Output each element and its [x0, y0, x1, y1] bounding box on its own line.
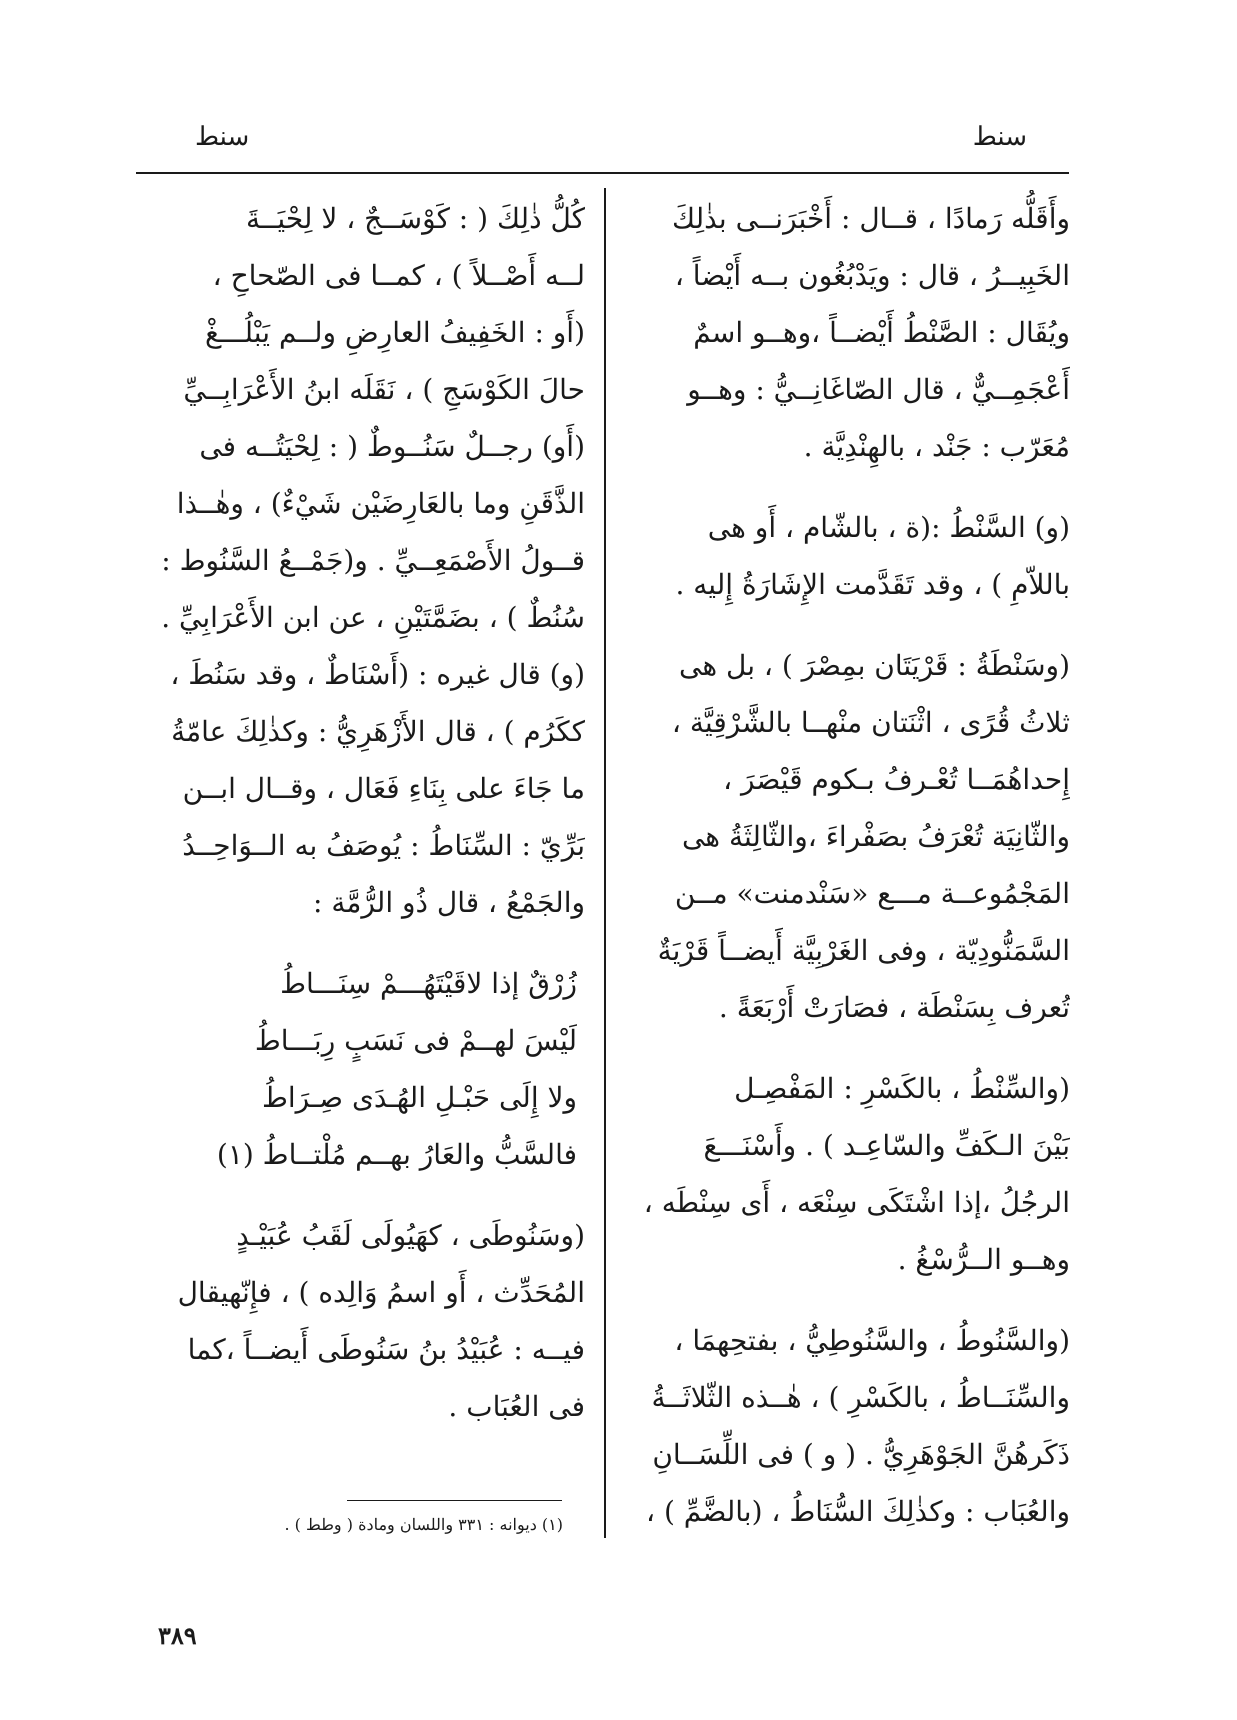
running-header-right: سنط — [972, 122, 1027, 152]
page-number: ٣٨٩ — [158, 1621, 197, 1650]
text-line: سُنُطٌ ) ، بضَمَّتَيْنِ ، عن ابن الأَعْرَابِيِّ . — [161, 601, 585, 634]
left-column — [133, 190, 585, 1435]
verse-line: لَيْسَ لهــمْ فى نَسَبٍ رِبَـــاطُ — [254, 1024, 577, 1057]
text-line: حالَ الكَوْسَجِ ) ، نَقَلَه ابنُ الأَعْرَابِــيِّ — [183, 373, 585, 406]
text-line: والجَمْعُ ، قال ذُو الرُّمَّة : — [313, 886, 585, 919]
paragraph-gap — [133, 931, 585, 955]
footnote-rule — [347, 1500, 562, 1501]
verse-line: فالسَّبُّ والعَارُ بهــم مُلْتــاطُ (١) — [216, 1138, 577, 1171]
text-line: (وسَنْطَةُ : قَرْيَتَان بمِصْرَ ) ، بل هى — [678, 649, 1070, 682]
text-line: (و) السَّنْطُ :(ة ، بالشّام ، أَو هى — [707, 511, 1070, 544]
text-line: ذَكَرهُنَّ الجَوْهَرِيُّ . ( و ) فى اللِّسَــانِ — [652, 1438, 1070, 1471]
paragraph-gap — [630, 1036, 1070, 1060]
verse-line: ولا إِلَى حَبْـلِ الهُـدَى صِـرَاطُ — [261, 1081, 577, 1114]
text-line: (وسَنُوطَى ، كهَيُولَى لَقَبُ عُبَيْـدٍ — [236, 1219, 585, 1252]
poem-verses — [133, 955, 577, 1183]
text-line: وأَقَلُّه رَمادًا ، قــال : أَخْبَرَنــى بذٰلِكَ — [672, 202, 1070, 235]
text-line: قــولُ الأَصْمَعِــيِّ . و(جَمْــعُ السَّنُوط : — [161, 544, 585, 577]
paragraph-gap — [630, 475, 1070, 499]
text-line: المُحَدِّث ، أَو اسمُ وَالِده ) ، فإِنّهيقال — [177, 1276, 585, 1309]
text-line: (أَو : الخَفِيفُ العارِضِ ولــم يَبْلُـــغْ — [205, 316, 585, 349]
text-line: بَرِّيّ : السِّنَاطُ : يُوصَفُ به الــوَاحِــدُ — [182, 829, 585, 862]
header-rule — [136, 172, 1069, 174]
text-line: كُلُّ ذٰلِكَ ( : كَوْسَــجٌ ، لا لِحْيَــةَ — [245, 202, 585, 235]
text-line: مُعَرّب : جَنْد ، بالهِنْدِيَّة . — [803, 430, 1070, 463]
text-line: باللاّمِ ) ، وقد تَقَدَّمت الإِشَارَةُ إِليه . — [675, 568, 1070, 601]
text-line: (والسَّنُوطُ ، والسَّنُوطِيُّ ، بفتحِهمَا ، — [674, 1324, 1070, 1357]
text-line: والعُبَاب : وكذٰلِكَ السُّنَاطُ ، (بالضَّمِّ ) ، — [646, 1495, 1070, 1528]
text-line: (و) قال غيره : (أَسْنَاطٌ ، وقد سَنُطَ ، — [170, 658, 585, 691]
column-divider — [604, 188, 606, 1538]
text-line: فيــه : عُبَيْدُ بنُ سَنُوطَى أَيضــاً ،كما — [187, 1333, 585, 1366]
text-line: المَجْمُوعــة مـــع «سَنْدمنت» مــن — [674, 877, 1070, 910]
text-line: (والسِّنْطُ ، بالكَسْرِ : المَفْصِـل — [734, 1072, 1070, 1105]
text-line: ثلاثُ قُرًى ، اثْنَتان منْهــا بالشَّرْقِيَّة ، — [671, 706, 1070, 739]
paragraph-gap — [133, 1183, 585, 1207]
right-column — [630, 190, 1070, 1540]
text-line: الخَبِيــرُ ، قال : ويَدْبُغُون بــه أَيْضاً ، — [674, 259, 1070, 292]
text-line: والسِّنَــاطُ ، بالكَسْرِ ) ، هٰــذه الثّلاثَــةُ — [651, 1381, 1070, 1414]
text-line: فى العُبَاب . — [448, 1390, 585, 1423]
text-line: إِحداهُمَــا تُعْـرفُ بـكوم قَيْصَرَ ، — [723, 763, 1070, 796]
text-line: ككَرُم ) ، قال الأَزْهَرِيُّ : وكذٰلِكَ عامّةُ — [171, 715, 585, 748]
text-line: أَعْجَمِــيٌّ ، قال الصّاغَانِــيُّ : وهــو — [687, 373, 1070, 406]
paragraph-gap — [630, 1288, 1070, 1312]
verse-line: زُرْقٌ إذا لاقَيْتَهُـــمْ سِنَـــاطُ — [280, 967, 577, 1000]
running-header-left: سنط — [195, 122, 250, 152]
text-line: وهــو الــرُّسْغُ . — [897, 1243, 1070, 1276]
text-line: ما جَاءَ على بِنَاءِ فَعَال ، وقــال ابــن — [182, 772, 585, 805]
paragraph-gap — [630, 613, 1070, 637]
text-line: الذَّقَنِ وما بالعَارِضَيْن شَيْءٌ) ، وهٰــذا — [176, 487, 585, 520]
text-line: لــه أَصْــلاً ) ، كمــا فى الصّحاحِ ، — [212, 259, 585, 292]
text-line: تُعرف بِسَنْطَة ، فصَارَتْ أَرْبَعَةً . — [718, 991, 1070, 1024]
text-line: بَيْنَ الـكَفِّ والسّاعِـد ) . وأَسْنَـــعَ — [703, 1129, 1070, 1162]
text-line: الرجُلُ ،إذا اشْتَكَى سِنْعَه ، أَى سِنْطَه ، — [643, 1186, 1070, 1219]
text-line: (أَو) رجــلٌ سَنُــوطٌ ( : لِحْيَتُــه فى — [199, 430, 585, 463]
text-line: والثّانِيَة تُعْرَفُ بصَفْراءَ ،والثّالِثَةُ هى — [681, 820, 1070, 853]
footnote: (١) ديوانه : ٣٣١ واللسان ومادة ( وطط ) . — [284, 1515, 563, 1534]
text-line: السَّمَنُّودِيّة ، وفى الغَرْبِيَّة أَيضــاً قَرْيَةٌ — [657, 934, 1070, 967]
text-line: ويُقَال : الصَّنْطُ أَيْضــاً ،وهــو اسمٌ — [693, 316, 1070, 349]
